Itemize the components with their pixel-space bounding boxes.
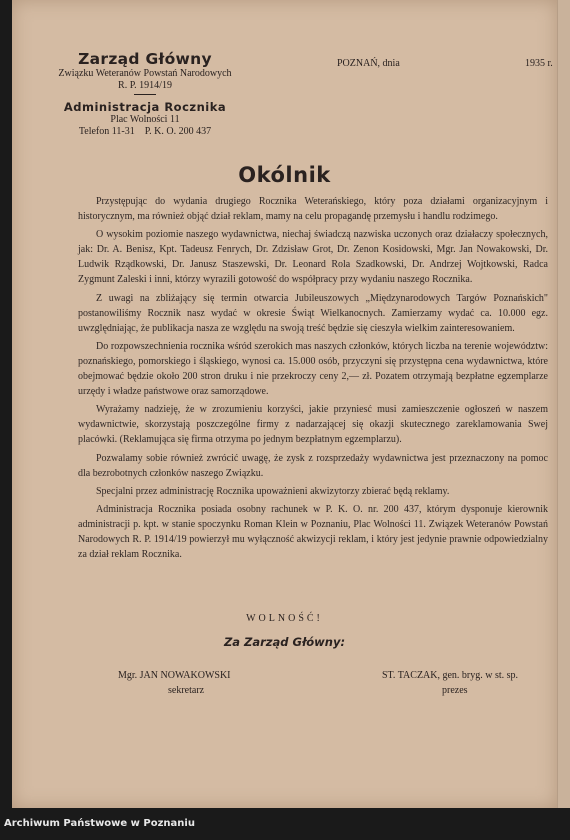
- letterhead-subtitle: Związku Weteranów Powstań Narodowych: [58, 68, 232, 79]
- signature-name: Mgr. JAN NOWAKOWSKI: [118, 670, 231, 681]
- date-place: POZNAŃ, dnia: [337, 58, 400, 69]
- signature-secretary: [118, 668, 278, 698]
- paragraph: Z uwagi na zbliżający się termin otwarcia Jubileuszowych „Międzynarodowych Targów Poznańskich" postanowiliśmy Rocznik nasz wydać w okresie Świąt Wielkanocnych. Zamierzamy wydać ca. 10.000 egz. uwzględniając, że publikacja nasza ze względu na swoją treść będzie się cieszyła wielkim zainteresowaniem.: [78, 292, 548, 334]
- paragraph: Pozwalamy sobie również zwrócić uwagę, że zysk z rozsprzedaży wydawnictwa jest przeznaczony na pomoc dla bezrobotnych członków naszego Związku.: [78, 452, 548, 479]
- letterhead-admin: Administracja Rocznika: [63, 100, 227, 114]
- letterhead-subtitle-year: R. P. 1914/19: [118, 80, 172, 91]
- signature-role: prezes: [442, 685, 468, 696]
- paragraph: Przystępując do wydania drugiego Rocznika Weterańskiego, który poza działami organizacyjnym i historycznym, ma również objąć dział reklam, mamy na celu propagandę przemysłu i handlu rodzimego.: [78, 196, 548, 223]
- letterhead-title: Zarząd Główny: [78, 50, 212, 68]
- letterhead-phone: Telefon 11-31 P. K. O. 200 437: [78, 126, 212, 137]
- date-year: 1935 r.: [525, 58, 553, 69]
- signature-role: sekretarz: [168, 685, 205, 696]
- paragraph: Administracja Rocznika posiada osobny rachunek w P. K. O. nr. 200 437, którym dysponuje kierownik administracji p. kpt. w stanie spoczynku Roman Klein w Poznaniu, Plac Wolności 11. Związek Weteranów Powstań Narodowych R. P. 1914/19 powierzył mu wyłączność akwizycji reklam, i który jest jedynie prawnie odpowiedzialny za dział reklam Rocznika.: [78, 503, 548, 561]
- signature-name: ST. TACZAK, gen. bryg. w st. sp.: [382, 670, 519, 681]
- letterhead-divider: [134, 94, 156, 95]
- closing-slogan: WOLNOŚĆ!: [246, 613, 323, 624]
- paragraph: O wysokim poziomie naszego wydawnictwa, niechaj świadczą nazwiska uczonych oraz działaczy społecznych, jak: Dr. A. Benisz, Kpt. Tadeusz Fenrych, Dr. Zdzisław Grot, Dr. Zenon Kosidowski, Mgr. Jan Nowakowski, Dr. Ludwik Rządkowski, Dr. Janusz Staszewski, Dr. Leonard Rola Szadkowski, Dr. Andrzej Wojtkowski, Radca Zygmunt Zaleski i inni, którzy wyrazili gotowość do współpracy przy wydaniu naszego Rocznika.: [78, 229, 548, 286]
- document-body: [78, 194, 548, 565]
- paragraph: Wyrażamy nadzieję, że w zrozumieniu korzyści, jakie przyniesć musi zamieszczenie ogłoszeń w naszem wydawnictwie, skorzystają poszczególne firmy z nadarzającej się okazji skutecznego zareklamowania Swej placówki. (Reklamująca się firma otrzyma po jednym bezpłatnym egzemplarzu).: [78, 404, 548, 446]
- letterhead: [40, 50, 250, 138]
- paragraph: Do rozpowszechnienia rocznika wśród szerokich mas naszych członków, których liczba na terenie województw: poznańskiego, pomorskiego i śląskiego, wynosi ca. 15.000 osób, przyczyni się przystępna cena wydawnictwa, które obejmować będzie około 200 stron druku i nie przekroczy ceny 2,— zł. Pozatem otrzymają bezpłatne egzemplarze urzędy i władze państwowe oraz samorządowe.: [78, 340, 548, 398]
- archive-footer: Archiwum Państwowe w Poznaniu: [4, 818, 195, 829]
- signature-president: [382, 668, 562, 698]
- document-page: [12, 0, 557, 808]
- letterhead-address: Plac Wolności 11: [110, 114, 180, 125]
- paragraph: Specjalni przez administrację Rocznika upoważnieni akwizytorzy zbierać będą reklamy.: [96, 485, 450, 497]
- signoff: Za Zarząd Główny:: [223, 635, 346, 649]
- document-title: Okólnik: [238, 163, 331, 187]
